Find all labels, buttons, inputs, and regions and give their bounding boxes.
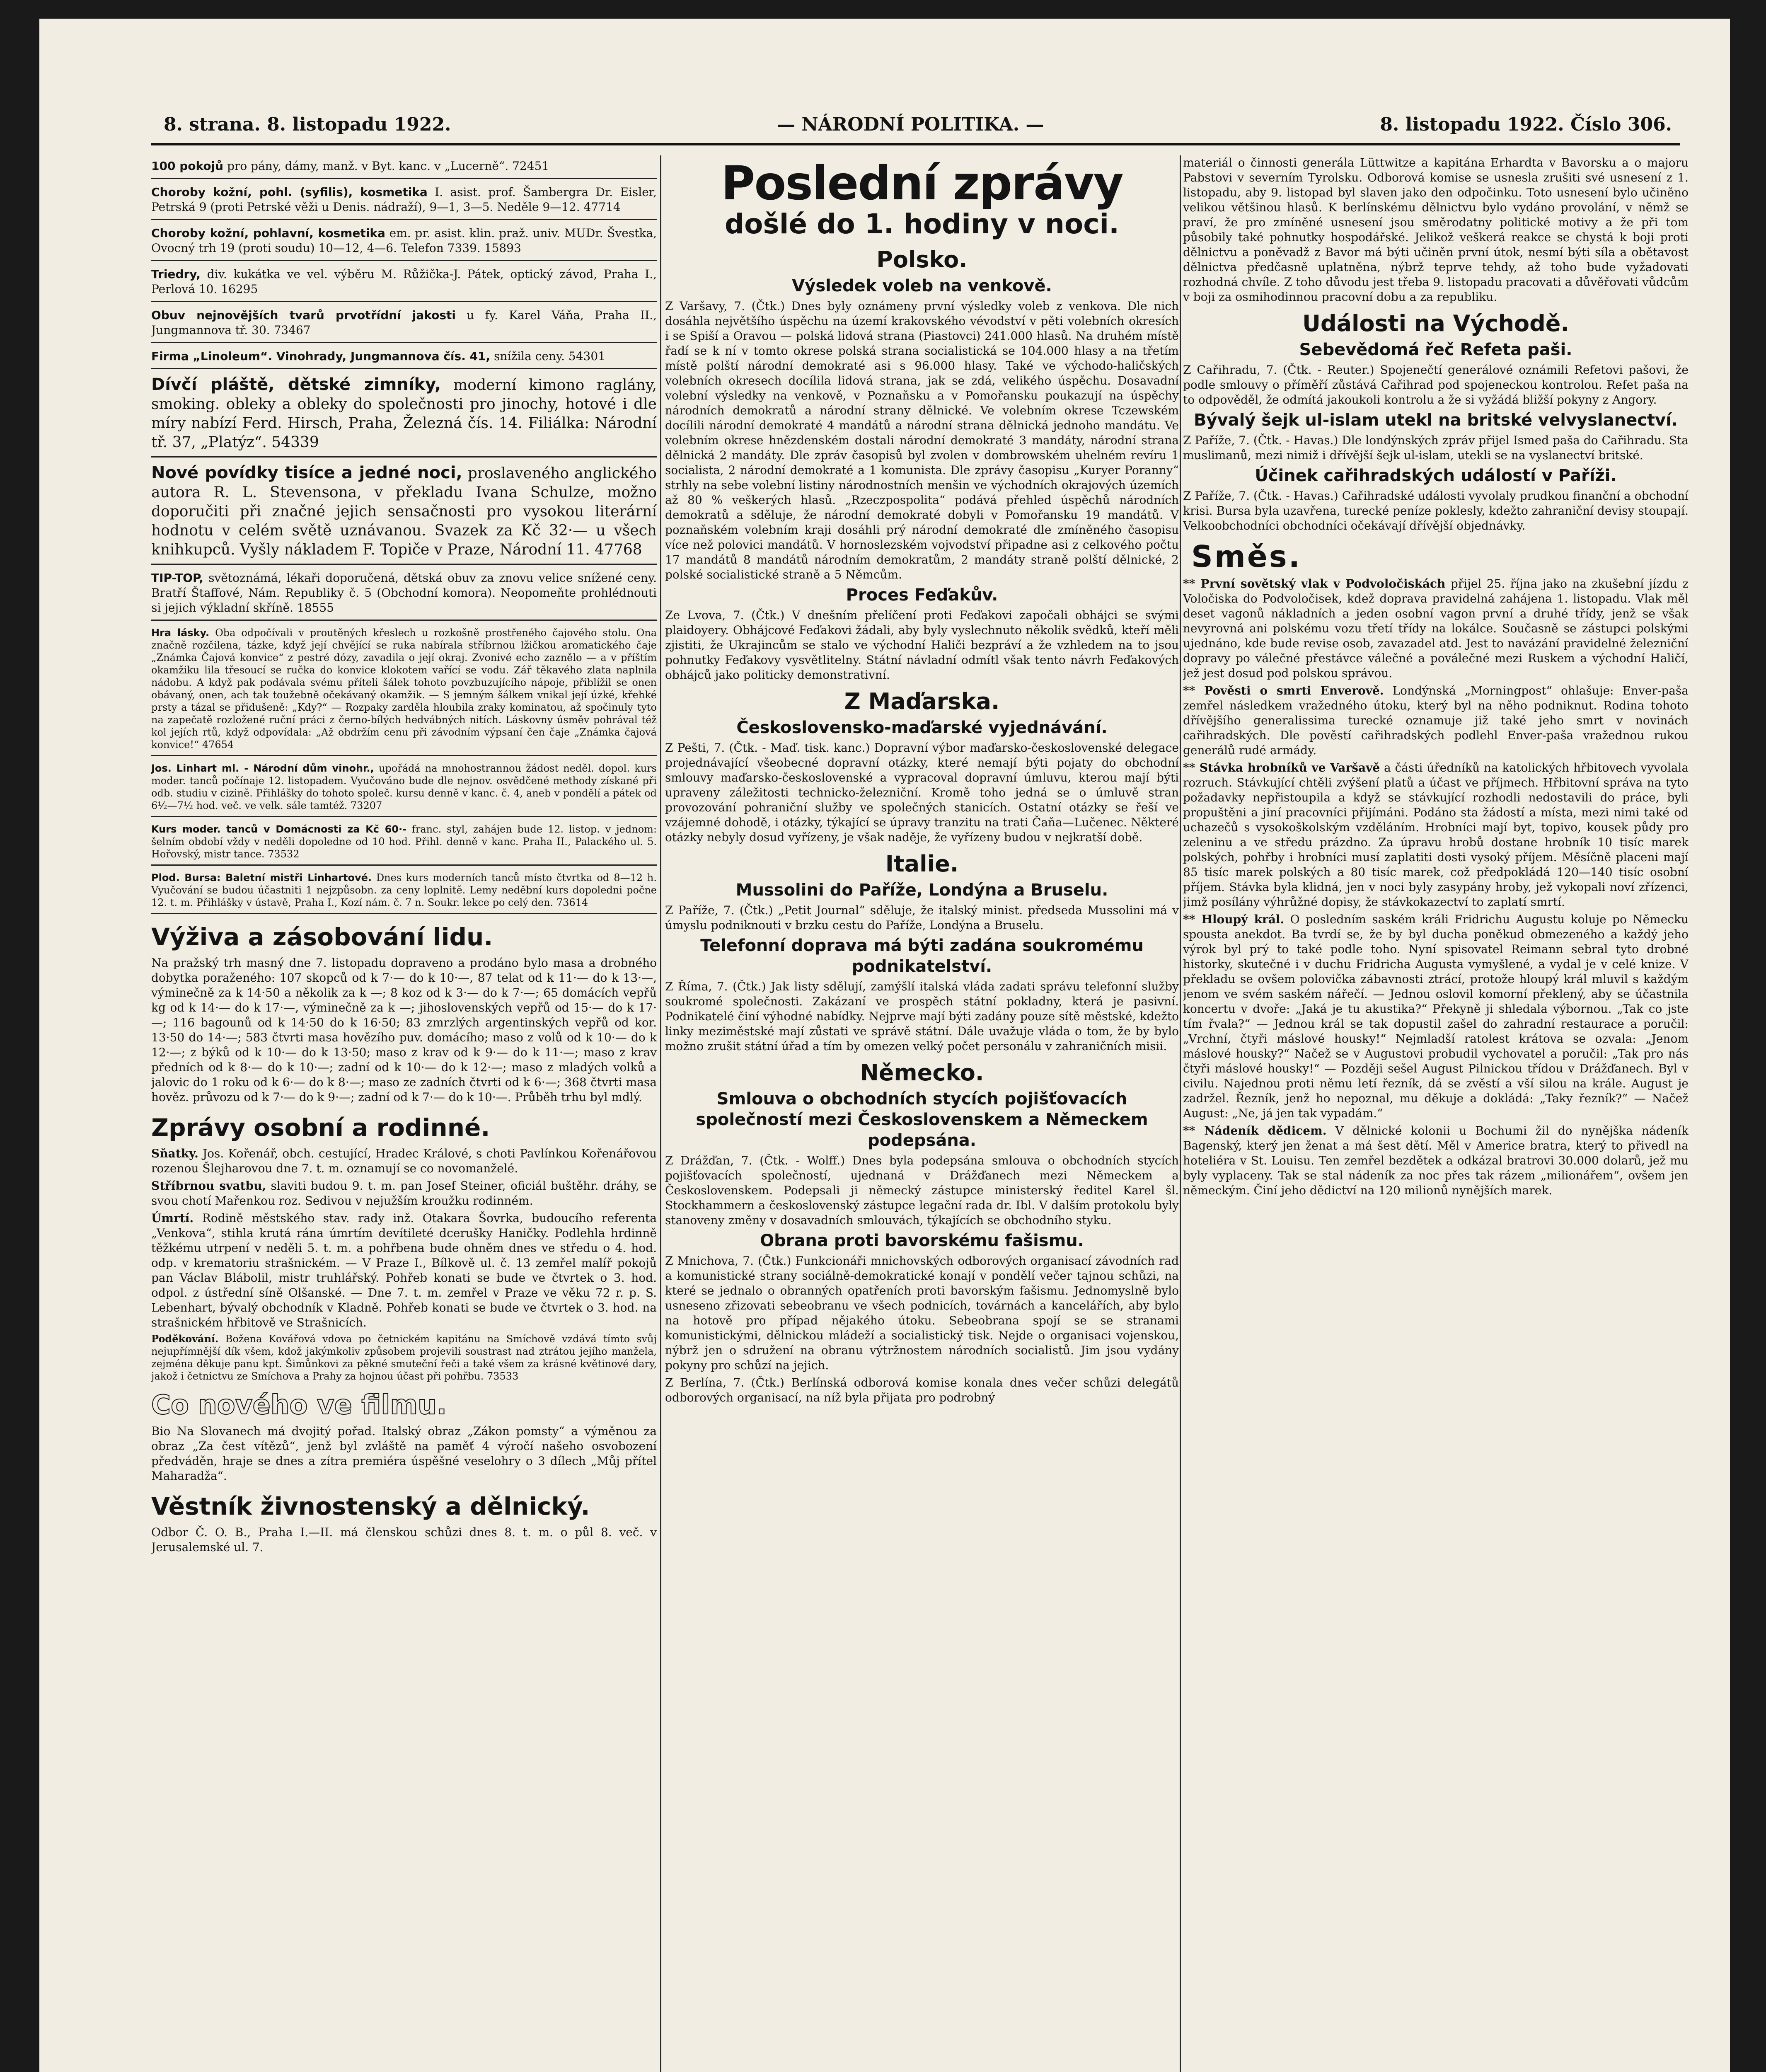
display-ad: Nové povídky tisíce a jedné noci, proslaveného anglického autora R. L. Stevensona, v překladu Ivana Schulze, možno doporučiti při značné jejich sensačnosti pro vysokou literární hodnotu v celém světě uznávanou. Svazek za Kč 32·— u všech knihkupců. Vyšly nákladem F. Topiče v Praze, Národní 11. 47768: [151, 460, 657, 565]
section-heading: Směs.: [1191, 539, 1302, 574]
classified-ad: Plod. Bursa: Baletní mistři Linhartové. Dnes kurs moderních tanců místo čtvrtka od 8—12 h. Vyučování se budou účastniti 1 nejzpůsobn. za ceny loplnitě. Lemy neděbní kurs dopoledni počne 12. t. m. Přihlášky v ústavě, Praha I., Kozí nám. č. 7 n. Soukr. lekce po celý den. 73614: [151, 868, 657, 914]
classified-ad: Choroby kožní, pohl. (syfilis), kosmetika I. asist. prof. Šambergra Dr. Eisler, Petrská 9 (proti Petrské věži u Denis. nádraží), 9—1, 3—5. Neděle 9—12. 47714: [151, 182, 657, 220]
article-heading: Polsko.: [876, 247, 968, 273]
article-subheading: Bývalý šejk ul-islam utekl na britské velvyslanectví.: [1193, 411, 1678, 430]
article-subheading: Výsledek voleb na venkově.: [792, 276, 1052, 295]
classified-ad: Hra lásky. Oba odpočívali v proutěných křeslech u rozkošně prostřeného čajového stolu. Ona značně rozčilena, tázke, když její chvějící se ruka nabírala stříbrnou lžičkou aromatického čaje „Známka Čajová konvice“ z pestré dózy, zavadila o její okraj. Zvonivé echo zaznělo — a v příštím okamžiku lila třesoucí se ručka do konvice klokotem vařící se vodu. Zář těkavého zlata naplnila nádobu. A když pak podávala svému příteli šálek tohoto povzbuzujícího nápoje, přiblížil se onen obávaný, onen, ach tak toužebně očekávaný okamžik. — S jemným šálkem vnikal její úzké, křehké prsty a tázal se přidušeně: „Kdy?“ — Rozpaky zarděla hloubila zraky kominatou, až spočinuly tyto na zapečatě rozložené ruční práci z černo-bílých hedvábných nitích. Láskovny úsměv pohrával též kol jejích rtů, když odpovídala: „Až obdržím cenu při závodním výpsaní čen čaje „Známka čajová konvice!“ 47654: [151, 623, 657, 756]
classified-ad: TIP-TOP, světoznámá, lékaři doporučená, dětská obuv za znovu velice snížené ceny. Bratří Štaffové, Nám. Republiky č. 5 (Obchodní komora). Neopomeňte prohlédnouti si jejich výkladní skříně. 18555: [151, 567, 657, 621]
article-text: Z Pešti, 7. (Čtk. - Maď. tisk. kanc.) Dopravní výbor maďarsko-československé delegace projednávající všeobecné dopravní otázky, které nemají býti pojaty do obchodní smlouvy maďarsko-československé a vypracoval dopravní úmluvu, kterou mají býti upraveny záležitosti technicko-železniční. Kromě toho jedná se o úmluvě stran provozování pohraniční služby ve společných stanicích. Ostatní otázky se řeší ve vzájemné dohodě, i otázky, týkající se úpravy tranzitu na trati Čaňa—Lučenec. Některé otázky nebyly dosud vyřízeny, je však naděje, že vyřízeny budou v nejkratší době.: [665, 741, 1179, 844]
article-text: Z Drážďan, 7. (Čtk. - Wolff.) Dnes byla podepsána smlouva o obchodních stycích pojišťovacích společností, ujednaná v Drážďanech mezi Německem a Československem. Podepsali ji německý zástupce ministerský ředitel Karel šl. Stockhammern a československý zástupce legační rada dr. Ibl. V dalším protokolu byly stanoveny změny v dosavadních smlouvách, týkajících se obchodního styku.: [665, 1154, 1179, 1227]
article-text: ** Stávka hrobníků ve Varšavě a části úředníků na katolických hřbitovech vyvolala rozruch. Stávkující chtěli zvýšení platů a účast ve příjmech. Hřbitovní správa na tyto požadavky nepřistoupila a když se stávkující rozhodli nedostavili do práce, byli propuštěni a jiní pracovníci přijímáni. Podáno sta žádostí a místa, mezi nimi také od uchazečů s vysokoškolským vzděláním. Hrobníci mají byt, topivo, kousek půdy pro zeleninu a ve středu prázdno. Za úpravu hrobů dostane hrobník 10 tisíc marek polských, pohřby i hrobníci musí zaplatiti dosti vysoký příjem. Měsíčně placeni mají 85 tisíc marek polských a 80 tisíc marek, což předpokládá 120—140 tisíc osobní příjem. Stávka byla klidná, jen v noci byly zasypány hroby, jež vykopali noví zřízenci, jimž posílány výhrůžné dopisy, že stávkokazectví to zaplatí smrtí.: [1183, 761, 1689, 909]
article-text: ** Pověsti o smrti Enverově. Londýnská „Morningpost“ ohlašuje: Enver-paša zemřel následkem vražedného útoku, který byl na něho podniknut. Rodina tohoto dřívějšího generalissima turecké oznamuje již také jeho smrt v novinách cařihradských. Dle pověstí cařihradských podlehl Enver-paša vražednou rukou generálů rudé armády.: [1183, 684, 1689, 757]
display-ad: Dívčí pláště, dětské zimníky, moderní kimono raglány, smoking. obleky a obleky do společnosti pro jinochy, hotové i dle míry nabízí Ferd. Hirsch, Praha, Železná čís. 14. Filiálka: Národní tř. 37, „Platýz“. 54339: [151, 372, 657, 457]
article-text: Sňatky. Jos. Kořenář, obch. cestující, Hradec Králové, s choti Pavlínkou Kořenářovou rozenou Šlejharovou dne 7. t. m. oznamují se co novomanželé.: [151, 1147, 657, 1175]
article-subheading: Telefonní doprava má býti zadána soukromému podnikatelství.: [700, 936, 1144, 976]
article-text: Z Paříže, 7. (Čtk.) „Petit Journal“ sděluje, že italský minist. předseda Mussolini má v úmyslu podniknouti v brzku cestu do Paříže, Londýna a Bruselu.: [665, 903, 1179, 932]
column-divider: [660, 155, 661, 2072]
article-text: Odbor Č. O. B., Praha I.—II. má členskou schůzi dnes 8. t. m. o půl 8. več. v Jerusalemské ul. 7.: [151, 1525, 657, 1554]
classified-ad: Jos. Linhart ml. - Národní dům vinohr., upořádá na mnohostrannou žádost neděl. dopol. kurs moder. tanců počínaje 12. listopadem. Vyučováno bude dle nejnov. osvědčené methody získané při odb. studiu v cizině. Přihlášky do tohoto společ. kursu denně v kanc. č. 4, aneb v pondělí a pátek od 6½—7½ hod. več. ve velk. sále tamtéž. 73207: [151, 759, 657, 817]
article-text: ** Nádeník dědicem. V dělnické kolonii u Bochumi žil do nynějška nádeník Bagenský, který jen ženat a má šest dětí. Měl v Americe bratra, který to přivedl na hoteliéra v St. Louisu. Ten zemřel bezdětek a odkázal bratrovi 30.000 dolarů, jež mu byly vyplaceny. Tak se stal nádeník za noc přes tak rázem „milionářem“, ovšem jen německým. Činí jeho dědictví na 120 milionů nynějších marek.: [1183, 1124, 1689, 1197]
section-heading: Věstník živnostenský a dělnický.: [151, 1492, 590, 1520]
article-text: Z Berlína, 7. (Čtk.) Berlínská odborová komise konala dnes večer schůzi delegátů odborových organisací, na níž byla přijata pro podrobný: [665, 1376, 1179, 1404]
column-middle: [665, 155, 1179, 2072]
article-text: Z Varšavy, 7. (Čtk.) Dnes byly oznámeny první výsledky voleb z venkova. Dle nich dosáhla největšího úspěchu na území krakovského vévodství v pěti volebních okresích i se Spiší a Oravou — polská lidová strana (Piastovci) 241.000 hlasů. Na druhém místě řadí se k ní v tomto okrese polská strana socialistická se 104.000 hlasy a na třetím místě polští národní demokraté asi s 96.000 hlasy. Také ve východo-haličských volebních okresech docílila lidová strana, jak se zdá, velikého úspěchu. Dosavadní volební výsledky na venkově, v Poznaňsku a v Pomořansku poukazují na úspěchy národních demokratů a národní strany dělnické. Ve volebním okrese Tczewském docílili národní demokraté 4 mandátů a národní strana dělnická jednoho mandátu. Ve volebním okrese hnězdenském dostali národní demokraté 3 mandáty, národní strana dělnická 2 mandáty. Dle zpráv časopisů byl zvolen v dombrowském uhelném revíru 1 socialista, 2 národní demokraté a 1 komunista. Dle zprávy časopisu „Kuryer Poranny“ strhly na sebe volební listiny národnostních menšin ve východních okrajových územích až 80 % veškerých hlasů. „Rzeczpospolita“ podává přehled úspěchů národních demokratů a sděluje, že národní demokraté dobyli v Pomořansku 19 mandátů. V poznaňském volebním kraji dosáhli prý národní demokraté dle zmíněného časopisu více než polovici mandátů. V hornoslezském vojvodství připadne asi z celkového počtu 17 mandátů 8 mandátů národním demokratům, 2 mandáty straně polští dělnické, 2 polské socialistické straně a 5 Němcům.: [665, 299, 1179, 581]
newspaper-page: [39, 19, 1730, 2072]
column-right: [1183, 155, 1689, 2072]
classified-ad: Firma „Linoleum“. Vinohrady, Jungmannova čís. 41, snížila ceny. 54301: [151, 346, 657, 369]
masthead: [164, 114, 1672, 143]
article-subheading: Mussolini do Paříže, Londýna a Bruselu.: [735, 881, 1108, 900]
section-heading: Co nového ve filmu.: [151, 1390, 447, 1421]
article-text: Bio Na Slovanech má dvojitý pořad. Italský obraz „Zákon pomsty“ a výměnou za obraz „Za čest vítězů“, jenž byl zvláště na paměť 4 výročí našeho osvobození předváděn, hraje se dnes a zítra premiéra úspěšné veselohry o 3 dílech „Můj přítel Maharadža“.: [151, 1424, 657, 1483]
page-number-right: 8. listopadu 1922. Číslo 306.: [1380, 114, 1672, 135]
classified-ad: Choroby kožní, pohlavní, kosmetika em. pr. asist. klin. praž. univ. MUDr. Švestka, Ovocný trh 19 (proti soudu) 10—12, 4—6. Telefon 7339. 15893: [151, 223, 657, 261]
article-subheading: Proces Feďakův.: [846, 586, 998, 605]
column-left: [151, 155, 657, 2072]
article-text: Stříbrnou svatbu, slaviti budou 9. t. m. pan Josef Steiner, oficiál buštěhr. dráhy, se svou chotí Mařenkou roz. Sedivou v nejužším kroužku rodinném.: [151, 1179, 657, 1208]
page-number-left: 8. strana. 8. listopadu 1922.: [164, 114, 451, 135]
article-subheading: Účinek cařihradských událostí v Paříži.: [1255, 466, 1617, 485]
article-text: Ze Lvova, 7. (Čtk.) V dnešním přelíčení proti Feďakovi započali obhájci se svými plaidoyery. Obhájcové Feďakovi žádali, aby byly vyslechnuto několik svědků, kteří měli zjistiti, že Ukrajincům se stalo ve východní Haliči bezpráví a že vzhledem na to jsou pohnutky Feďakovy vysvětlitelny. Státní návladní odmítl však tento návrh Feďakových obhájců jako politicky demonstrativní.: [665, 608, 1179, 682]
section-heading: Zprávy osobní a rodinné.: [151, 1113, 490, 1142]
article-heading: Z Maďarska.: [844, 688, 1000, 714]
article-text: Z Mnichova, 7. (Čtk.) Funkcionáři mnichovských odborových organisací závodních rad a komunistické strany sociálně-demokratické konají v pondělí večer tajnou schůzi, na které se jednalo o obranných opatřeních proti bavorským fašismu. Jednomyslně bylo usneseno zřizovati sebeobranu ve všech podnicích, továrnách a kancelářích, aby bylo na hotově pro případ nějakého útoku. Sebeobrana spojí se se stranami komunistickými, dělnickou mládeží a socialistický tisk. Nejde o organisaci vojenskou, nýbrž jen o sdružení na obranu výtržnostem národních socialistů. Jim jsou vydány pokyny pro schůzí na jejich.: [665, 1254, 1179, 1372]
article-text: Z Paříže, 7. (Čtk. - Havas.) Cařihradské události vyvolaly prudkou finanční a obchodní krisi. Bursa byla uzavřena, turecké peníze poklesly, kdežto zahraniční devisy stoupají. Velkoobchodníci obchodníci očekávají dřívější objednávky.: [1183, 489, 1689, 533]
article-text: Poděkování. Božena Kovářová vdova po četnickém kapitánu na Smíchově vzdává tímto svůj nejupřímnější dík všem, kdož jakýmkoliv způsobem projevili soustrast nad ztrátou jejího manžela, zejména děkuje panu kpt. Šimůnkovi za pěkné smuteční řeči a také všem za krásné květinové dary, jakož i četnictvu ze Smíchova a Prahy za hojnou účast při pohřbu. 73533: [151, 1333, 657, 1382]
article-heading: Události na Východě.: [1302, 310, 1569, 336]
banner-headline: Poslední zprávy: [721, 157, 1123, 211]
masthead-rule: [151, 143, 1680, 145]
article-heading: Italie.: [885, 851, 959, 877]
article-text: Z Cařihradu, 7. (Čtk. - Reuter.) Spojenečtí generálové oznámili Refetovi pašovi, že podle smlouvy o příměří zůstává Cařihrad pod spojeneckou kontrolou. Refet paša na to odpověděl, že odmítá jakoukoli kontrolu a že si vyžádá bližší pokyny z Angory.: [1183, 363, 1689, 407]
section-heading: Výživa a zásobování lidu.: [151, 923, 493, 951]
classified-ad: 100 pokojů pro pány, dámy, manž. v Byt. kanc. v „Lucerně“. 72451: [151, 155, 657, 179]
classified-ad: Kurs moder. tanců v Domácnosti za Kč 60·- franc. styl, zahájen bude 12. listop. v jednom: šelním období vždy v neděli dopoledne od 10 hod. Přihl. denně v kanc. Praha II., Palackého ul. 5. Hořovský, mistr tance. 73532: [151, 820, 657, 866]
newspaper-title: — NÁRODNÍ POLITIKA. —: [777, 114, 1044, 135]
article-heading: Německo.: [860, 1060, 984, 1086]
banner-subheadline: došlé do 1. hodiny v noci.: [724, 208, 1120, 240]
column-divider: [1180, 155, 1181, 2072]
article-text: ** Hloupý král. O posledním saském králi Fridrichu Augustu koluje po Německu spousta anekdot. Ba tvrdí se, že by byl ducha poněkud obmezeného a každý jeho výrok byl prý to také podle toho. Nyní spisovatel Reimann sebral tyto drobné historky, skutečné i v duchu Fridricha Augusta vymyšlené, a vydal je v celé knize. V překladu se ovšem polovička zábavnosti ztrácí, protože hloupý král mluvil s každým jenom ve svém saském nářečí. — Jednou oslovil komorní překlený, aby se účastnila koncertu v dvoře: „Jaká je tu akustika?“ Překyně ji shledala výbornou. „Tak co jste tím řvala?“ — Jednou král se tak dopustil zašel do zahradní restaurace a poručil: „Vrchní, čtyři máslové housky!“ Nejmladší ratolest krátova se ozvala: „Jenom máslové housky?“ Načež se v Augustovi probudil vychovatel a poručil: „Tak pro nás čtyři máslové housky!“ — Později sešel August Pilnickou třídou v Drážďanech. Byl v civilu. Najednou proti němu letí řezník, dá se zvěstí a vší silou na krále. August je zadržel. Řezník, jenž ho nepoznal, mu děkuje a dokládá: „Taky řezník?“ — Načež August: „Ne, já jen tak vypadám.“: [1183, 913, 1689, 1120]
classified-ad: Triedry, div. kukátka ve vel. výběru M. Růžička-J. Pátek, optický závod, Praha I., Perlová 10. 16295: [151, 264, 657, 302]
article-text: Na pražský trh masný dne 7. listopadu dopraveno a prodáno bylo masa a drobného dobytka poraženého: 107 skopců od k 7·— do k 10·—, 87 telat od k 11·— do k 13·—, výminečně za k 14·50 a několik za k —; 8 koz od k 3·— do k 7·—; 65 domácích vepřů kg od k 14·— do k 17·—, výminečně za k —; jihoslovenských vepřů od 15·— do k 17·—; 116 bagounů od k 14·50 do k 16·50; 83 zmrzlých argentinských vepřů od kor. 13·50 do 14·—; 583 čtvrti masa hovězího puv. domácího; maso z volů od k 10·— do k 12·—; z býků od k 10·— do k 13·50; maso z krav od k 9·— do k 11·—; maso z krav předních od k 8·— do k 10·—; zadní od k 10·— do k 12·—; maso z mladých volků a jalovic do 1 roku od k 6·— do k 8·—; maso ze zadních čtvrti od k 6·—; 368 čtvrti masa hověz. průvozu od k 7·— do k 9·—; zadní od k 7·— do k 10·—. Průběh trhu byl mdlý.: [151, 956, 657, 1104]
article-text: materiál o činnosti generála Lüttwitze a kapitána Erhardta v Bavorsku a o majoru Pabstovi v severním Tyrolsku. Odborová komise se usnesla zrušiti své usnesení z 1. listopadu, aby 9. listopad byl slaven jako den odpočinku. Toto usnesení bylo učiněno velikou většinou hlasů. K berlínskému dělnictvu bylo vydáno provolání, v němž se praví, že pro zmíněné usnesení jsou směrodatny politické motivy a že při tom působily také pohnutky hospodářské. Jelikož veškerá reakce se chystá k boji proti dělnictvu a poněvadž z Bavor má býti učiněn první útok, nesmí býti síla a obětavost dělnictva předčasně uplatněna, nýbrž teprve tehdy, až toho bude vyžadovati rozhodná chvíle. Z toho důvodu jest třeba 9. listopadu pracovati a důvěřovati vůdcům v boji za osmihodinnou pracovní dobu a za republiku.: [1183, 156, 1689, 304]
article-text: Úmrtí. Rodině městského stav. rady inž. Otakara Šovrka, budoucího referenta „Venkova“, stihla krutá rána úmrtím devítileté dcerušky Haničky. Podlehla hrdinně těžkému utrpení v neděli 5. t. m. a pohřbena bude ohněm dnes ve středu o 4. hod. odp. v krematoriu strašnickém. — V Praze I., Bílkově ul. č. 13 zemřel malíř pokojů pan Václav Blábolil, mistr truhlářský. Pohřeb konati se bude ve čtvrtek o 3. hod. odpol. z ústřední síně Olšanské. — Dne 7. t. m. zemřel v Praze ve věku 72 r. p. S. Lebenhart, bývalý obchodník v Kladně. Pohřeb konati se bude ve čtvrtek o 3. hod. na strašnickém hřbitově ve Strašnicích.: [151, 1211, 657, 1329]
article-subheading: Sebevědomá řeč Refeta paši.: [1299, 340, 1572, 359]
article-subheading: Československo-maďarské vyjednávání.: [736, 718, 1108, 737]
classified-ad: Obuv nejnovějších tvarů prvotřídní jakosti u fy. Karel Váňa, Praha II., Jungmannova tř. 30. 73467: [151, 305, 657, 343]
article-subheading: Smlouva o obchodních stycích pojišťovacích společností mezi Československem a Německem podepsána.: [696, 1089, 1148, 1150]
article-subheading: Obrana proti bavorskému fašismu.: [760, 1231, 1084, 1250]
article-text: ** První sovětský vlak v Podvoločiskách přijel 25. října jako na zkušební jízdu z Voločiska do Podvoločisek, kdež doprava pravidelná zahájena 1. listopadu. Vlak měl deset vagonů nákladních a jeden osobní vagon první a druhé třídy, jenž se však nevyrovná ani polskému vozu třetí třídy na lokálce. Současně se zástupci polskými ujednáno, kde bude revise osob, zavazadel atd. Jest to navázání pravidelné železniční dopravy po válečné přestávce válečné a poválečné mezi Ruskem a východní Haličí, jež jest dosud pod polskou správou.: [1183, 577, 1689, 680]
article-text: Z Říma, 7. (Čtk.) Jak listy sdělují, zamýšlí italská vláda zadati správu telefonní služby soukromé společnosti. Zakázaní ve prospěch státní pokladny, která je pasivní. Podnikatelé činí výhodné nabídky. Nejprve mají býti zadány pouze sítě městské, kdežto linky meziměstské mají zůstati ve správě státní. Dále uvažuje vláda o tom, že by bylo možno zrušit státní úřad a tím by omezen velký počet personálu v zahraničních misii.: [665, 980, 1179, 1053]
article-text: Z Paříže, 7. (Čtk. - Havas.) Dle londýnských zpráv přijel Ismed paša do Cařihradu. Sta muslimanů, mezi nimiž i dřívější šejk ul-islam, utekli se na vyslanectví britské.: [1183, 433, 1689, 462]
